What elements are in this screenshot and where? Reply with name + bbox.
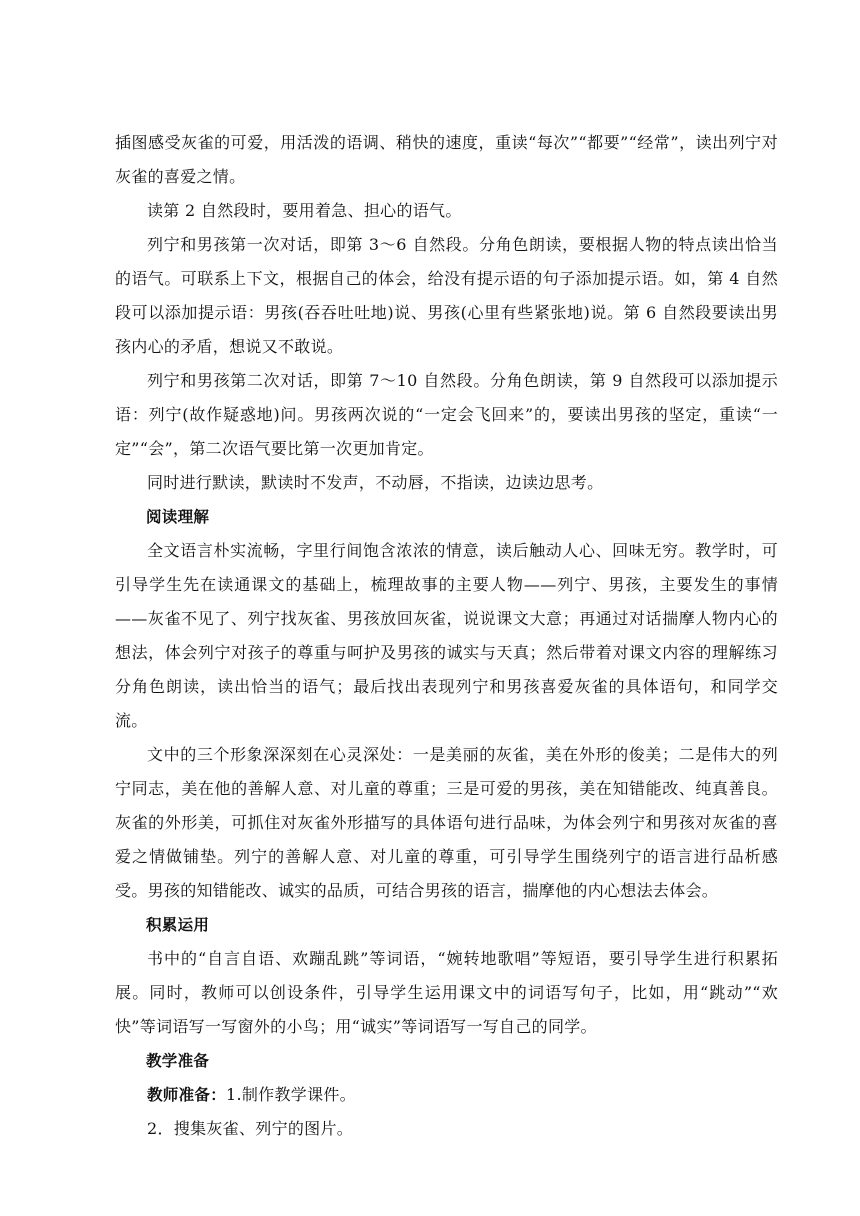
paragraph-comprehension-overview: 全文语言朴实流畅，字里行间饱含浓浓的情意，读后触动人心、回味无穷。教学时，可引导学生先在读通课文的基础上，梳理故事的主要人物——列宁、男孩，主要发生的事情——灰雀不见了、列宁找灰雀、男孩放回灰雀，说说课文大意；再通过对话揣摩人物内心的想法，体会列宁对孩子的尊重与呵护及男孩的诚实与天真；然后带着对课文内容的理解练习分角色朗读，读出恰当的语气；最后找出表现列宁和男孩喜爱灰雀的具体语句，和同学交流。 (115, 541, 778, 730)
preparation-item-2: 2．搜集灰雀、列宁的图片。 (147, 1119, 354, 1138)
paragraph-first-dialogue: 列宁和男孩第一次对话，即第 3～6 自然段。分角色朗读，要根据人物的特点读出恰当的语气。可联系上下文，根据自己的体会，给没有提示语的句子添加提示语。如，第 4 自然段可以添加提示语：男孩(吞吞吐吐地)说、男孩(心里有些紧张地)说。第 6 自然段要读出男孩内心的矛盾，想说又不敢说。 (115, 235, 778, 356)
paragraph-vocabulary: 书中的“自言自语、欢蹦乱跳”等词语，“婉转地歌唱”等短语，要引导学生进行积累拓展。同时，教师可以创设条件，引导学生运用课文中的词语写句子，比如，用“跳动”“欢快”等词语写一写窗外的小鸟；用“诚实”等词语写一写自己的同学。 (115, 949, 778, 1036)
heading-teaching-preparation: 教学准备 (146, 1052, 210, 1070)
paragraph-second-dialogue: 列宁和男孩第二次对话，即第 7～10 自然段。分角色朗读，第 9 自然段可以添加提示语：列宁(故作疑惑地)问。男孩两次说的“一定会飞回来”的，要读出男孩的坚定，重读“一定”“会”，第二次语气要比第一次更加肯定。 (115, 371, 778, 458)
heading-accumulation-application: 积累运用 (146, 916, 210, 934)
heading-reading-comprehension: 阅读理解 (146, 508, 210, 526)
paragraph-silent-reading: 同时进行默读，默读时不发声，不动唇，不指读，边读边思考。 (147, 473, 604, 492)
paragraph-three-images: 文中的三个形象深深刻在心灵深处：一是美丽的灰雀，美在外形的俊美；二是伟大的列宁同志，美在他的善解人意、对儿童的尊重；三是可爱的男孩，美在知错能改、纯真善良。灰雀的外形美，可抓住对灰雀外形描写的具体语句进行品味，为体会列宁和男孩对灰雀的喜爱之情做铺垫。列宁的善解人意、对儿童的尊重，可引导学生围绕列宁的语言进行品析感受。男孩的知错能改、诚实的品质，可结合男孩的语言，揣摩他的内心想法去体会。 (115, 745, 778, 900)
paragraph-teacher-preparation (115, 1078, 778, 1112)
document-body (115, 126, 778, 1146)
paragraph-second-section: 读第 2 自然段时，要用着急、担心的语气。 (147, 201, 462, 220)
paragraph-reading-intro: 插图感受灰雀的可爱，用活泼的语调、稍快的速度，重读“每次”“都要”“经常”，读出列宁对灰雀的喜爱之情。 (115, 133, 778, 186)
teacher-preparation-label: 教师准备： (147, 1086, 227, 1104)
preparation-item-1: 1.制作教学课件。 (226, 1085, 356, 1104)
